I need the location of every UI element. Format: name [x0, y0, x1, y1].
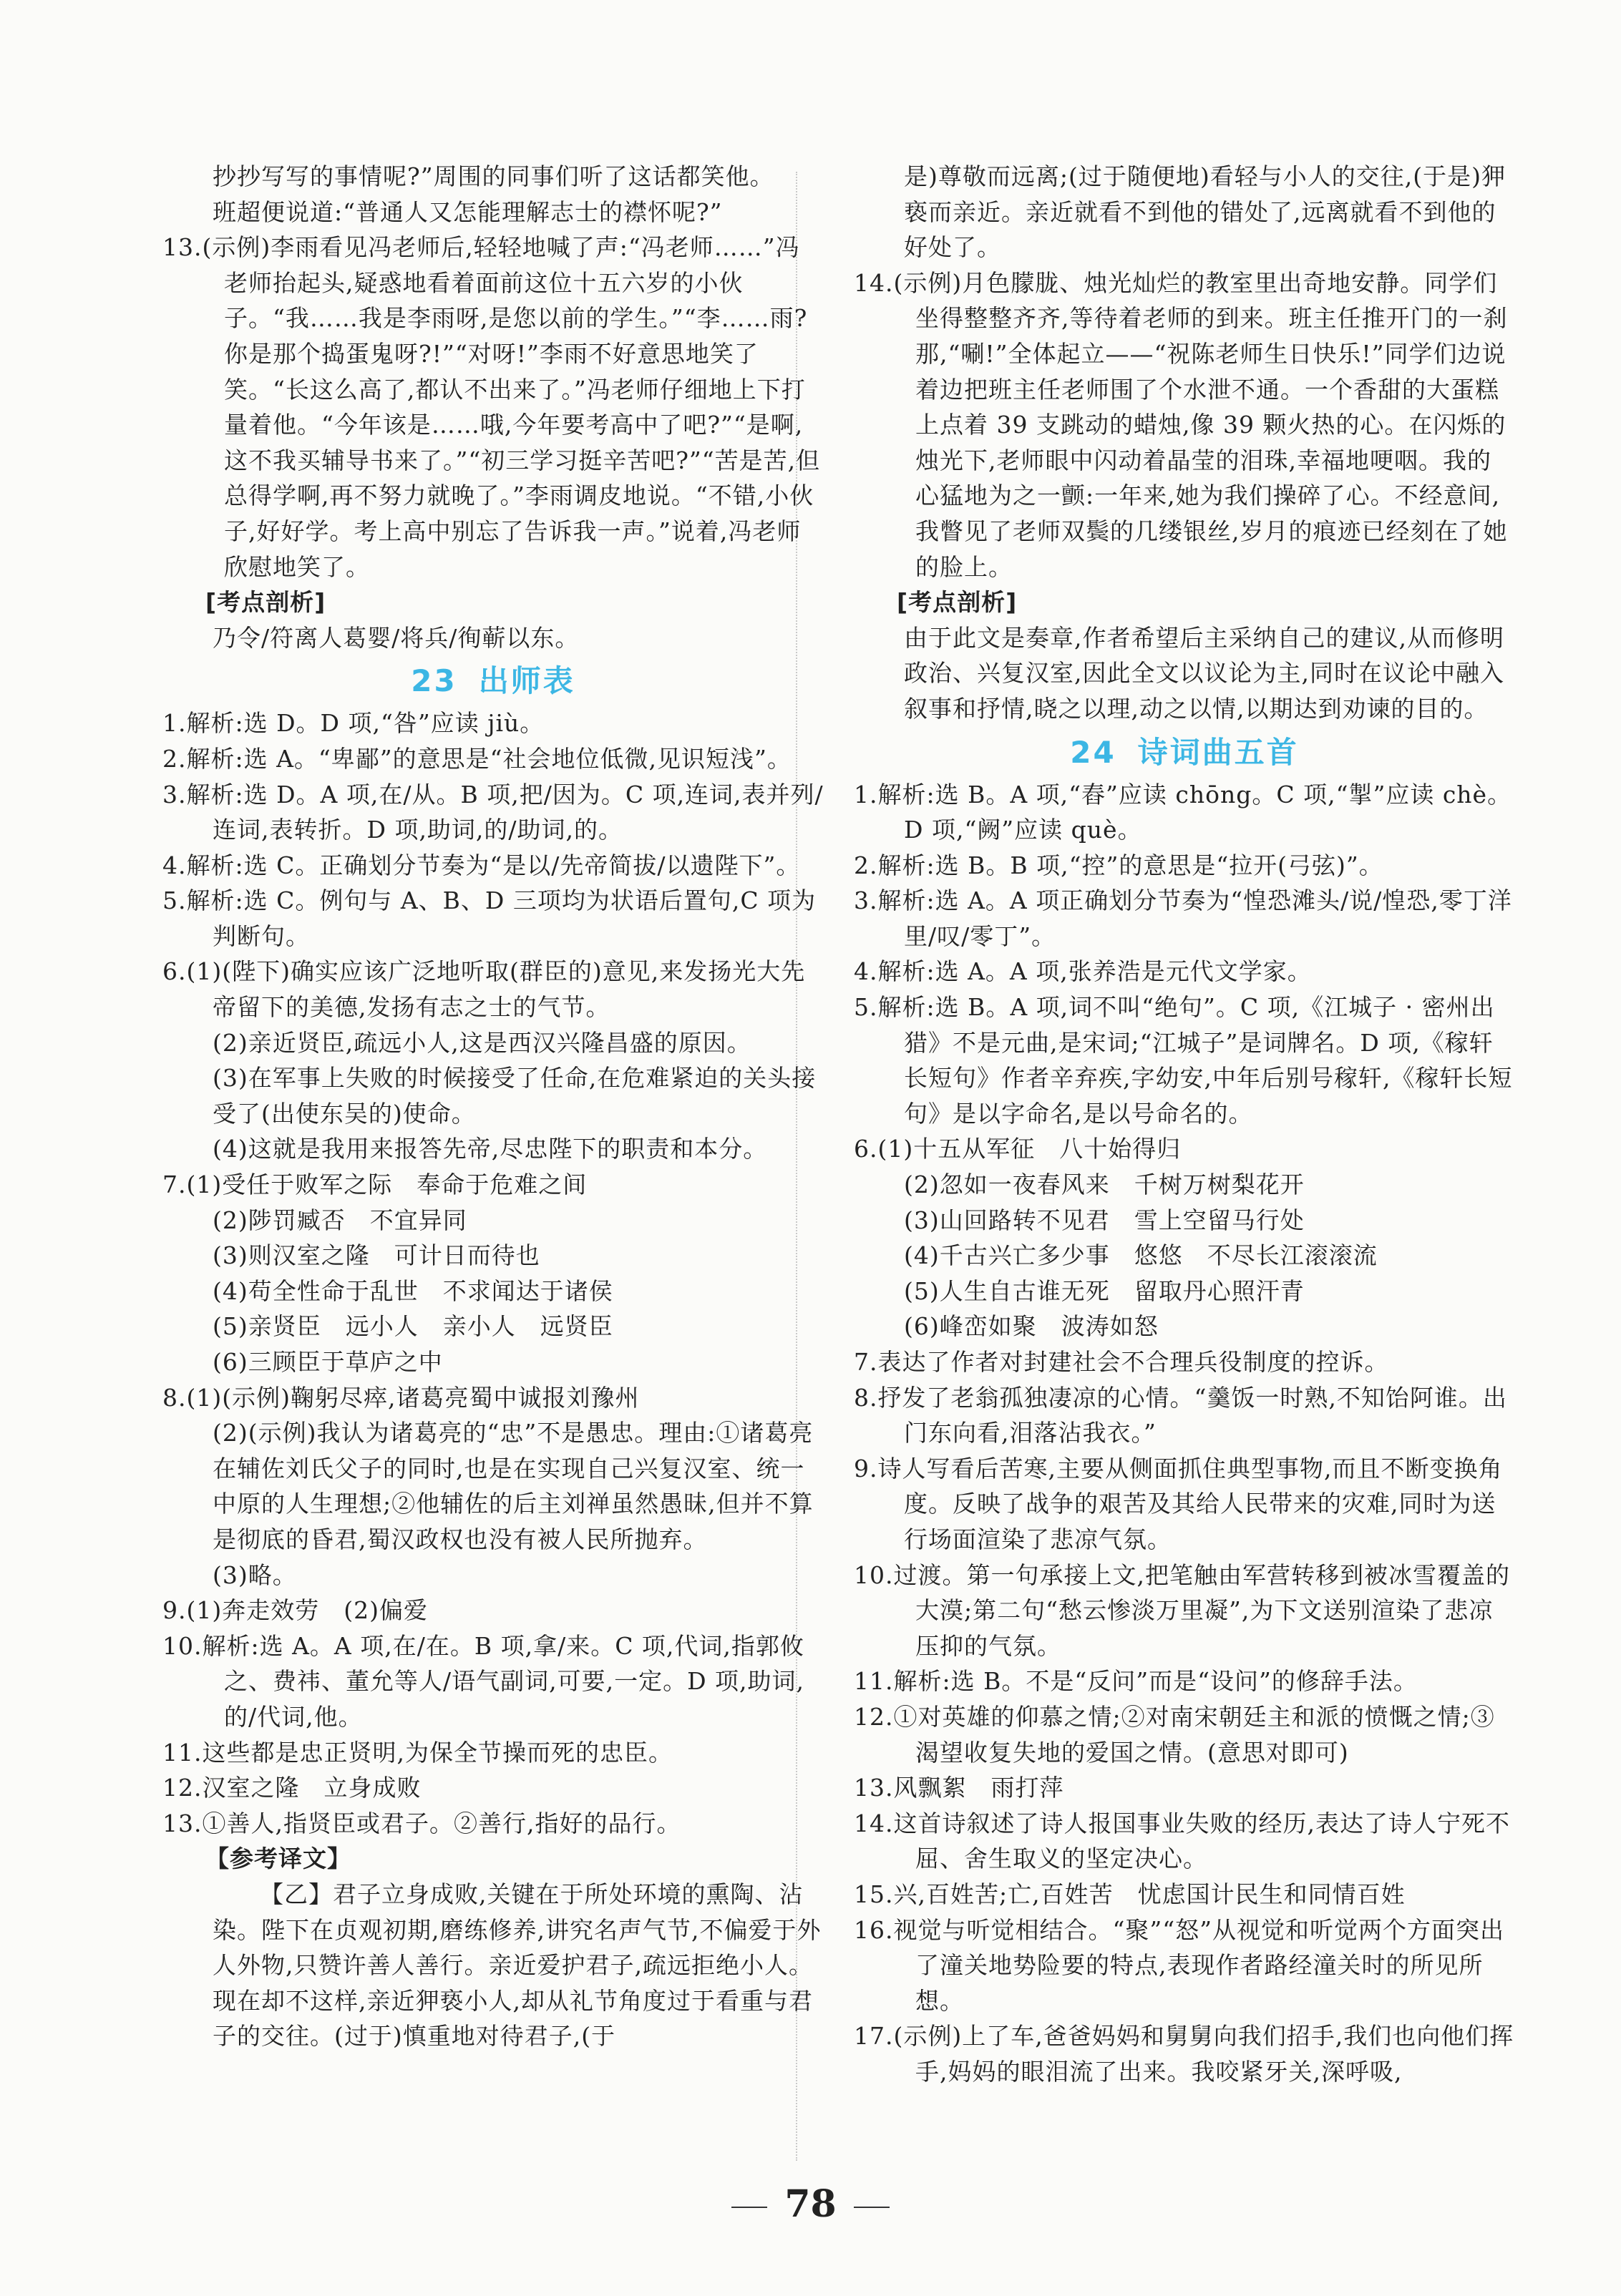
answer-8-1: 8.(1)(示例)鞠躬尽瘁,诸葛亮蜀中诚报刘豫州	[162, 1383, 640, 1412]
answer-15: 15.兴,百姓苦;亡,百姓苦 忧虑国计民生和同情百姓	[854, 1880, 1406, 1908]
answer-11: 11.解析:选 B。不是“反问”而是“设问”的修辞手法。	[854, 1667, 1418, 1696]
section-title: 出师表	[478, 663, 575, 699]
dash-right	[854, 2207, 890, 2208]
answer-16: 16.视觉与听觉相结合。“聚”“怒”从视觉和听觉两个方面突出了潼关地势险要的特点,表现作者路经潼关时的所见所想。	[854, 1915, 1504, 2015]
answer-7-5: (5)亲贤臣 远小人 亲小人 远贤臣	[213, 1312, 613, 1341]
answer-6-3: (3)山回路转不见君 雪上空留马行处	[904, 1206, 1305, 1234]
answer-6-1: 6.(1)十五从军征 八十始得归	[854, 1135, 1182, 1163]
answer-4: 4.解析:选 C。正确划分节奏为“是以/先帝简拔/以遗陛下”。	[162, 851, 801, 879]
answer-7-6: (6)三顾臣于草庐之中	[213, 1348, 443, 1376]
answer-6-4: (4)千古兴亡多少事 悠悠 不尽长江滚滚流	[904, 1241, 1378, 1270]
translation-continued: 是)尊敬而远离;(过于随便地)看轻与小人的交往,(于是)狎亵而亲近。亲近就看不到他的错处了,远离就看不到他的好处了。	[904, 162, 1506, 262]
answer-7-3: (3)则汉室之隆 可计日而待也	[213, 1241, 540, 1270]
analysis-tag: [考点剖析]	[205, 588, 326, 617]
answer-6-6: (6)峰峦如聚 波涛如怒	[904, 1312, 1159, 1341]
answer-13: 13.(示例)李雨看见冯老师后,轻轻地喊了声:“冯老师……”冯老师抬起头,疑惑地看着面前这位十五六岁的小伙子。“我……我是李雨呀,是您以前的学生。”“李……雨? 你是那个捣蛋鬼呀?!”“对呀!”李雨不好意思地笑了笑。“长这么高了,都认不出来了。”冯老师仔细地上下打量着他。“今年该是……哦,今年要考高中了吧?”“是啊,这不我买辅导书来了。”“初三学习挺辛苦吧?”“苦是苦,但总得学啊,再不努力就晚了。”李雨调皮地说。“不错,小伙子,好好学。考上高中别忘了告诉我一声。”说着,冯老师欣慰地笑了。	[162, 233, 821, 581]
page-number-value: 78	[784, 2182, 837, 2226]
section-title: 诗词曲五首	[1137, 734, 1299, 770]
answer-6-2: (2)忽如一夜春风来 千树万树梨花开	[904, 1171, 1305, 1199]
answer-14: 14.这首诗叙述了诗人报国事业失败的经历,表达了诗人宁死不屈、舍生取义的坚定决心。	[854, 1809, 1510, 1873]
answer-8: 8.抒发了老翁孤独凄凉的心情。“羹饭一时熟,不知饴阿谁。出门东向看,泪落沾我衣。”	[854, 1383, 1507, 1447]
answer-3: 3.解析:选 D。A 项,在/从。B 项,把/因为。C 项,连词,表并列/连词,表转折。D 项,助词,的/助词,的。	[162, 780, 824, 844]
section-heading-23	[162, 658, 824, 704]
answer-12: 12.汉室之隆 立身成败	[162, 1774, 422, 1802]
answer-7-2: (2)陟罚臧否 不宜异同	[213, 1206, 467, 1234]
answer-14: 14.(示例)月色朦胧、烛光灿烂的教室里出奇地安静。同学们坐得整整齐齐,等待着老师的到来。班主任推开门的一刹那,“唰!”全体起立——“祝陈老师生日快乐!”同学们边说着边把班主任老师围了个水泄不通。一个香甜的大蛋糕上点着 39 支跳动的蜡烛,像 39 颗火热的心。在闪烁的烛光下,老师眼中闪动着晶莹的泪珠,幸福地哽咽。我的心猛地为之一颤:一年来,她为我们操碎了心。不经意间,我瞥见了老师双鬓的几缕银丝,岁月的痕迹已经刻在了她的脸上。	[854, 268, 1508, 581]
reference-translation: 【乙】君子立身成败,关键在于所处环境的熏陶、沾染。陛下在贞观初期,磨练修养,讲究名声气节,不偏爱于外人外物,只赞许善人善行。亲近爱护君子,疏远拒绝小人。现在却不这样,亲近狎亵小人,却从礼节角度过于看重与君子的交往。(过于)慎重地对待君子,(于	[213, 1880, 822, 2051]
page-number	[0, 2182, 1621, 2226]
answer-7: 7.表达了作者对封建社会不合理兵役制度的控诉。	[854, 1348, 1389, 1376]
answer-17: 17.(示例)上了车,爸爸妈妈和舅舅向我们招手,我们也向他们挥手,妈妈的眼泪流了出来。我咬紧牙关,深呼吸,	[854, 2022, 1514, 2086]
dash-left	[731, 2207, 767, 2208]
answer-13: 13.风飘絮 雨打萍	[854, 1774, 1064, 1802]
answer-8-2: (2)(示例)我认为诸葛亮的“忠”不是愚忠。理由:①诸葛亮在辅佐刘氏父子的同时,也是在实现自己兴复汉室、统一中原的人生理想;②他辅佐的后主刘禅虽然愚昧,但并不算是彻底的昏君,蜀汉政权也没有被人民所抛弃。	[213, 1419, 814, 1553]
answer-6-1: 6.(1)(陛下)确实应该广泛地听取(群臣的)意见,来发扬光大先帝留下的美德,发扬有志之士的气节。	[162, 957, 806, 1022]
analysis-tag: [考点剖析]	[897, 588, 1018, 617]
answer-13: 13.①善人,指贤臣或君子。②善行,指好的品行。	[162, 1809, 681, 1837]
answer-5: 5.解析:选 C。例句与 A、B、D 三项均为状语后置句,C 项为判断句。	[162, 886, 817, 950]
answer-6-5: (5)人生自古谁无死 留取丹心照汗青	[904, 1276, 1305, 1305]
answer-11: 11.这些都是忠正贤明,为保全节操而死的忠臣。	[162, 1738, 673, 1767]
section-number: 23	[411, 663, 457, 699]
answer-4: 4.解析:选 A。A 项,张养浩是元代文学家。	[854, 957, 1312, 986]
answer-12: 12.①对英雄的仰慕之情;②对南宋朝廷主和派的愤慨之情;③渴望收复失地的爱国之情。(意思对即可)	[854, 1702, 1495, 1767]
answer-1: 1.解析:选 B。A 项,“舂”应读 chōng。C 项,“掣”应读 chè。D 项,“阙”应读 què。	[854, 780, 1512, 844]
answer-6-3: (3)在军事上失败的时候接受了任命,在危难紧迫的关头接受了(出使东吴的)使命。	[213, 1064, 817, 1128]
answer-5: 5.解析:选 B。A 项,词不叫“绝句”。C 项,《江城子 · 密州出猎》不是元曲,是宋词;“江城子”是词牌名。D 项,《稼轩长短句》作者辛弃疾,字幼安,中年后别号稼轩,《稼轩长短句》是以字命名,是以号命名的。	[854, 993, 1513, 1128]
answer-1: 1.解析:选 D。D 项,“咎”应读 jiù。	[162, 709, 545, 738]
answer-7-1: 7.(1)受任于败军之际 奉命于危难之间	[162, 1171, 588, 1199]
left-column	[162, 159, 824, 2054]
section-number: 24	[1070, 734, 1116, 770]
answer-6-4: (4)这就是我用来报答先帝,尽忠陛下的职责和本分。	[213, 1135, 768, 1163]
answer-9: 9.(1)奔走效劳 (2)偏爱	[162, 1596, 428, 1625]
text-line: 抄抄写写的事情呢?”周围的同事们听了这话都笑他。	[213, 162, 774, 190]
analysis-text: 由于此文是奏章,作者希望后主采纳自己的建议,从而修明政治、兴复汉室,因此全文以议论为主,同时在议论中融入叙事和抒情,晓之以理,动之以情,以期达到劝谏的目的。	[904, 623, 1504, 723]
answer-3: 3.解析:选 A。A 项正确划分节奏为“惶恐滩头/说/惶恐,零丁洋里/叹/零丁”。	[854, 886, 1512, 950]
answer-2: 2.解析:选 A。“卑鄙”的意思是“社会地位低微,见识短浅”。	[162, 744, 792, 773]
analysis-text: 乃令/符离人葛婴/将兵/徇蕲以东。	[213, 623, 580, 652]
text-line: 班超便说道:“普通人又怎能理解志士的襟怀呢?”	[213, 197, 723, 226]
answer-2: 2.解析:选 B。B 项,“控”的意思是“拉开(弓弦)”。	[854, 851, 1383, 879]
answer-7-4: (4)苟全性命于乱世 不求闻达于诸侯	[213, 1276, 613, 1305]
answer-10: 10.过渡。第一句承接上文,把笔触由军营转移到被冰雪覆盖的大漠;第二句“愁云惨淡万里凝”,为下文送别渲染了悲凉压抑的气氛。	[854, 1560, 1510, 1660]
answer-10: 10.解析:选 A。A 项,在/在。B 项,拿/来。C 项,代词,指郭攸之、费祎、董允等人/语气副词,可要,一定。D 项,助词,的/代词,他。	[162, 1631, 805, 1731]
answer-9: 9.诗人写看后苦寒,主要从侧面抓住典型事物,而且不断变换角度。反映了战争的艰苦及其给人民带来的灾难,同时为送行场面渲染了悲凉气氛。	[854, 1454, 1503, 1553]
section-heading-24	[854, 730, 1515, 776]
answer-8-3: (3)略。	[213, 1560, 297, 1589]
right-column	[854, 159, 1515, 2089]
answer-6-2: (2)亲近贤臣,疏远小人,这是西汉兴隆昌盛的原因。	[213, 1028, 751, 1057]
reference-tag: 【参考译文】	[205, 1845, 351, 1873]
